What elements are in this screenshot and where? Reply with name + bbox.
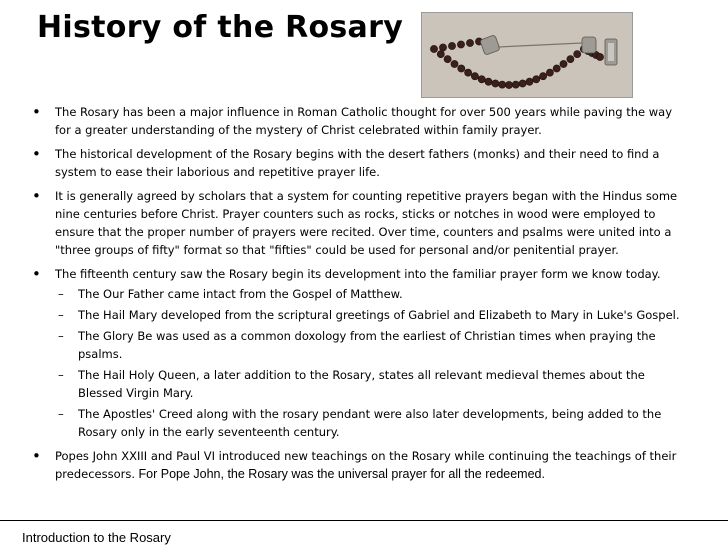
sub-item — [30, 306, 690, 324]
sub-list — [30, 285, 690, 441]
sub-dash: – — [58, 368, 64, 382]
rosary-photo — [421, 12, 633, 98]
bullet-item — [30, 447, 690, 483]
sub-item — [30, 285, 690, 303]
sub-dash: – — [58, 407, 64, 421]
bullet-item — [30, 145, 690, 181]
sub-text: The Hail Holy Queen, a later addition to the Rosary, states all relevant medieval themes about the Blessed Virgin Mary. — [78, 368, 645, 400]
slide-body — [30, 103, 690, 489]
bullet-dot: • — [32, 447, 41, 465]
sub-dash: – — [58, 329, 64, 343]
sub-text: The Apostles' Creed along with the rosary pendant were also later developments, being added to the Rosary only in the early seventeenth century. — [78, 407, 662, 439]
sub-text: The Our Father came intact from the Gospel of Matthew. — [78, 287, 403, 301]
bullet-dot: • — [32, 187, 41, 205]
bullet-dot: • — [32, 265, 41, 283]
bullet-item — [30, 187, 690, 259]
sub-text: The Glory Be was used as a common doxology from the earliest of Christian times when praying the psalms. — [78, 329, 656, 361]
bullet-text: Popes John XXIII and Paul VI introduced new teachings on the Rosary while continuing the teachings of their predecessors. — [55, 449, 677, 481]
bullet-item — [30, 103, 690, 139]
bullet-dot: • — [32, 103, 41, 121]
sub-dash: – — [58, 287, 64, 301]
rosary-illustration — [422, 13, 632, 97]
bullet-text: The Rosary has been a major influence in Roman Catholic thought for over 500 years while paving the way for a greater understanding of the mystery of Christ celebrated within family prayer. — [55, 105, 673, 137]
sub-text: The Hail Mary developed from the scriptural greetings of Gabriel and Elizabeth to Mary in Luke's Gospel. — [78, 308, 680, 322]
slide-title: History of the Rosary — [37, 10, 404, 45]
sub-dash: – — [58, 308, 64, 322]
sub-item — [30, 366, 690, 402]
bullet-text: The historical development of the Rosary begins with the desert fathers (monks) and their need to find a system to ease their laborious and repetitive prayer life. — [55, 147, 660, 179]
bullet-text: The fifteenth century saw the Rosary begin its development into the familiar prayer form we know today. — [55, 267, 661, 281]
footer-divider — [0, 520, 728, 521]
bullet-text-tail: For Pope John, the Rosary was the universal prayer for all the redeemed. — [135, 467, 545, 481]
footer-text: Introduction to the Rosary — [22, 530, 171, 545]
bullet-text: It is generally agreed by scholars that a system for counting repetitive prayers began with the Hindus some nine centuries before Christ. Prayer counters such as rocks, sticks or notches in wood were employed to ensure that the proper number of prayers were recited. Over time, counters and psalms were united into a "three groups of fifty" format so that "fifties" could be used for personal and/or penitential prayer. — [55, 189, 678, 257]
sub-item — [30, 327, 690, 363]
bullet-item — [30, 265, 690, 283]
sub-item — [30, 405, 690, 441]
bullet-dot: • — [32, 145, 41, 163]
